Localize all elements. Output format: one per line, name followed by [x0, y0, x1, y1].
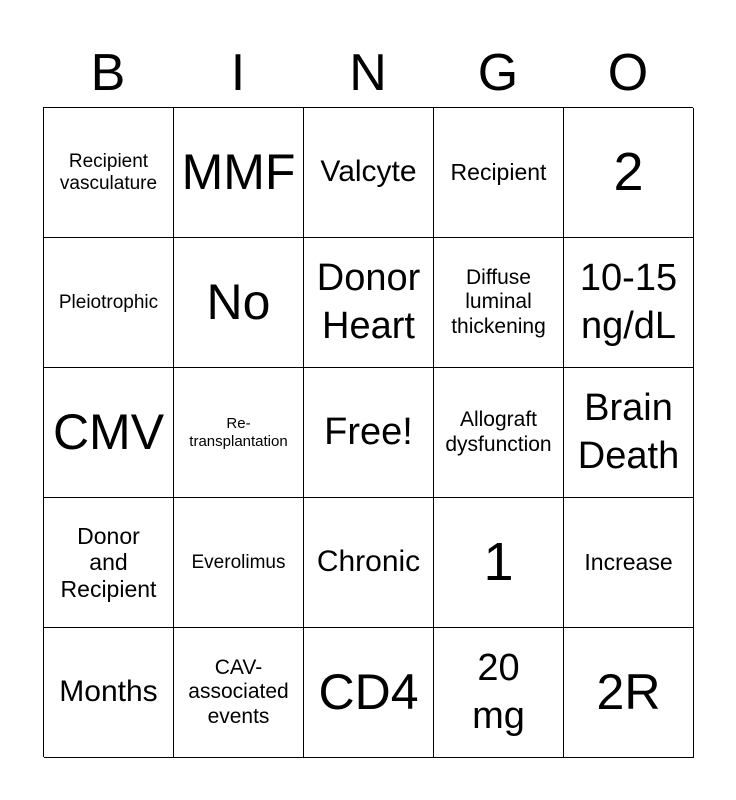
cell-label: 2	[613, 142, 644, 203]
bingo-cell[interactable]	[174, 628, 304, 758]
cell-label: 1	[483, 532, 514, 593]
cell-label: Recipient vasculature	[59, 150, 158, 194]
cell-label: MMF	[181, 143, 296, 200]
cell-label: Brain Death	[577, 387, 680, 477]
cell-label: Re- transplantation	[189, 415, 288, 450]
free-space-cell[interactable]	[304, 368, 434, 498]
cell-label: Allograft dysfunction	[445, 408, 552, 456]
header-letter-g: G	[477, 44, 519, 102]
bingo-cell[interactable]	[434, 108, 564, 238]
cell-label: Free!	[324, 410, 413, 453]
header-letter-o: O	[607, 44, 649, 102]
cell-label: 10-15 ng/dL	[579, 257, 678, 347]
bingo-cell[interactable]	[434, 628, 564, 758]
cell-label: Months	[59, 675, 158, 709]
bingo-cell[interactable]	[304, 498, 434, 628]
cell-label: 20 mg	[472, 647, 525, 737]
bingo-cell[interactable]	[44, 498, 174, 628]
bingo-cell[interactable]	[44, 238, 174, 368]
cell-label: 2R	[596, 663, 661, 720]
header-letter-b: B	[90, 44, 126, 102]
bingo-cell[interactable]	[564, 498, 694, 628]
header-letter-n: N	[349, 44, 387, 102]
cell-label: Valcyte	[320, 155, 417, 189]
cell-label: Chronic	[316, 545, 421, 579]
cell-label: CAV- associated events	[188, 656, 289, 728]
cell-label: Donor Heart	[316, 257, 421, 347]
bingo-cell[interactable]	[44, 108, 174, 238]
cell-label: Increase	[584, 549, 673, 576]
bingo-cell[interactable]	[44, 368, 174, 498]
cell-label: No	[206, 273, 271, 330]
bingo-cell[interactable]	[304, 238, 434, 368]
bingo-cell[interactable]	[304, 108, 434, 238]
bingo-cell[interactable]	[564, 368, 694, 498]
bingo-cell[interactable]	[304, 628, 434, 758]
header-letter-i: I	[230, 44, 246, 102]
bingo-cell[interactable]	[44, 628, 174, 758]
bingo-cell[interactable]	[564, 238, 694, 368]
cell-label: Donor and Recipient	[60, 522, 157, 602]
bingo-cell[interactable]	[434, 498, 564, 628]
bingo-cell[interactable]	[564, 108, 694, 238]
bingo-cell[interactable]	[564, 628, 694, 758]
bingo-cell[interactable]	[174, 108, 304, 238]
bingo-cell[interactable]	[174, 498, 304, 628]
bingo-cell[interactable]	[174, 238, 304, 368]
bingo-board	[43, 107, 693, 757]
cell-label: Everolimus	[191, 551, 286, 573]
cell-label: CD4	[318, 663, 419, 720]
cell-label: Pleiotrophic	[58, 291, 159, 313]
cell-label: Diffuse luminal thickening	[451, 266, 546, 338]
cell-label: CMV	[52, 403, 165, 460]
bingo-cell[interactable]	[434, 368, 564, 498]
cell-label: Recipient	[450, 159, 547, 186]
bingo-cell[interactable]	[174, 368, 304, 498]
bingo-header	[43, 40, 693, 106]
bingo-cell[interactable]	[434, 238, 564, 368]
